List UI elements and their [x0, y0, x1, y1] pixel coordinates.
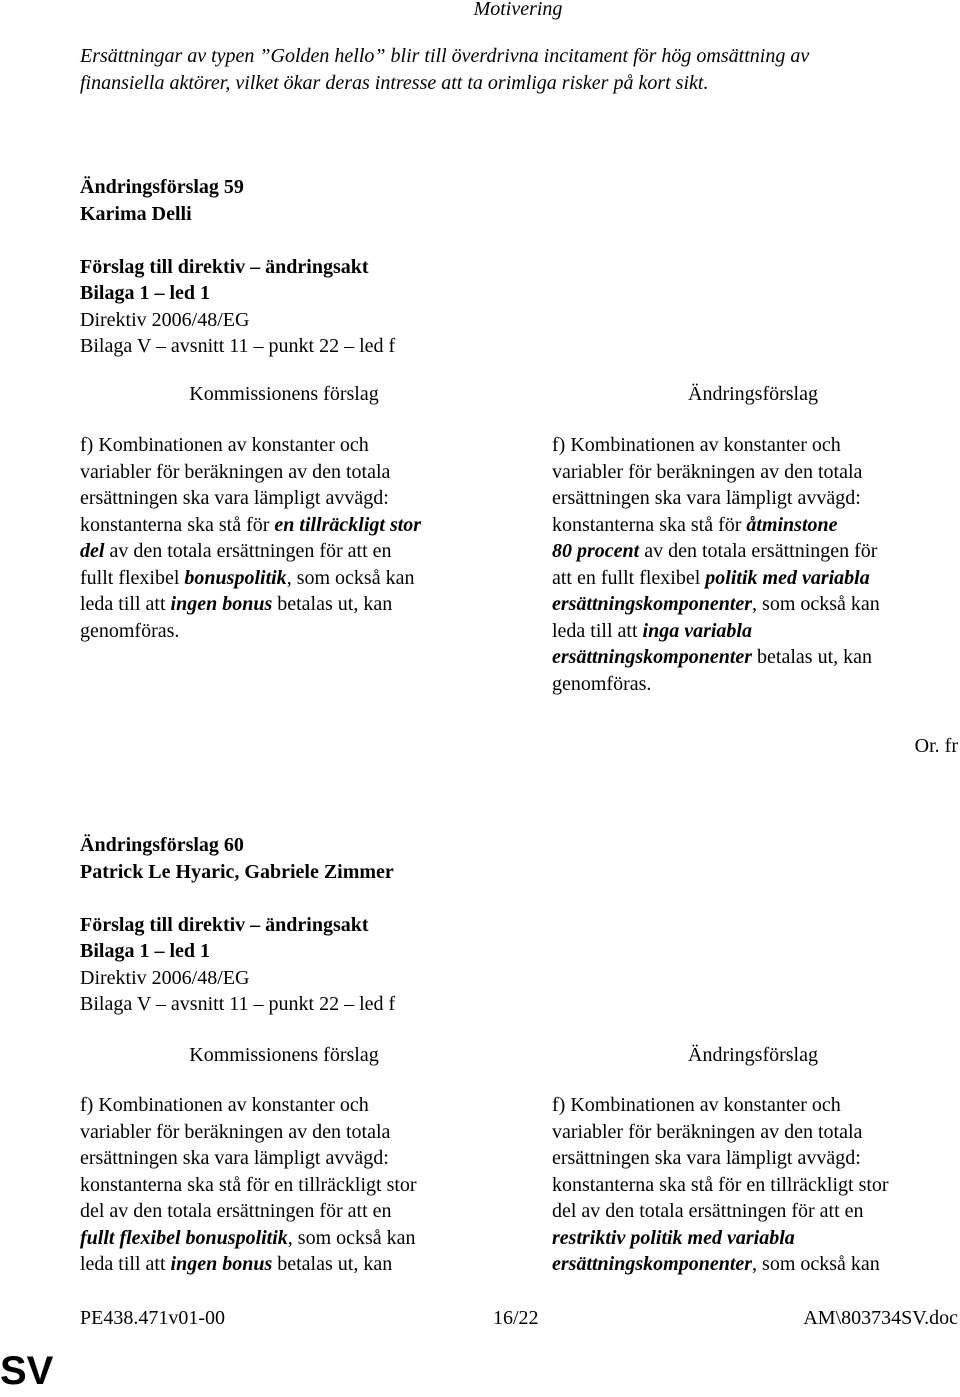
text-line: ersättningskomponenter, som också kan: [552, 1253, 880, 1275]
text-line: ersättningen ska vara lämpligt avvägd:: [552, 1147, 861, 1169]
text-line: genomföras.: [80, 619, 180, 642]
motivation-text: [80, 43, 960, 96]
amendment-number: Ändringsförslag 60: [80, 834, 244, 856]
footer-page-number: 16/22: [493, 1307, 539, 1329]
proposal-title: Förslag till direktiv – ändringsakt: [80, 255, 369, 278]
directive-ref: Direktiv 2006/48/EG: [80, 308, 250, 331]
column-header-commission: Kommissionens förslag: [189, 383, 379, 405]
text-line: att en fullt flexibel politik med variabla: [552, 566, 870, 589]
language-code: SV: [0, 1349, 54, 1393]
original-language: Or. fr: [914, 735, 958, 757]
text-line: ersättningskomponenter, som också kan: [552, 593, 880, 615]
text-line: ersättningen ska vara lämpligt avvägd:: [80, 1147, 389, 1169]
amendment-59-header: [80, 174, 395, 360]
commission-text-59: [80, 432, 421, 644]
amendment-text-59: [552, 432, 880, 697]
column-header-commission: Kommissionens förslag: [189, 1044, 379, 1066]
text-line: leda till att inga variabla: [552, 619, 752, 642]
text-line: konstanterna ska stå för åtminstone: [552, 513, 838, 536]
text-line: leda till att ingen bonus betalas ut, kan: [80, 593, 393, 615]
amendment-text-60: [552, 1092, 889, 1278]
column-header-amendment: Ändringsförslag: [688, 1044, 818, 1066]
text-line: leda till att ingen bonus betalas ut, kan: [80, 1253, 393, 1275]
text-line: konstanterna ska stå för en tillräckligt stor: [80, 513, 422, 536]
text-line: f) Kombinationen av konstanter och: [552, 1094, 841, 1116]
text-line: f) Kombinationen av konstanter och: [552, 434, 841, 456]
text-line: 80 procent av den totala ersättningen för: [552, 540, 878, 562]
footer-doc-ref: PE438.471v01-00: [80, 1307, 225, 1329]
text-line: konstanterna ska stå för en tillräckligt stor: [552, 1173, 889, 1196]
text-line: f) Kombinationen av konstanter och: [80, 434, 369, 456]
text-line: ersättningen ska vara lämpligt avvägd:: [552, 487, 861, 509]
annex-ref: Bilaga 1 – led 1: [80, 282, 211, 304]
section-ref: Bilaga V – avsnitt 11 – punkt 22 – led f: [80, 993, 396, 1015]
amendment-60-header: [80, 832, 395, 1018]
amendment-author: Patrick Le Hyaric, Gabriele Zimmer: [80, 860, 394, 883]
text-line: del av den totala ersättningen för att en: [80, 1200, 392, 1222]
text-line: variabler för beräkningen av den totala: [552, 460, 863, 483]
directive-ref: Direktiv 2006/48/EG: [80, 966, 250, 989]
column-header-amendment: Ändringsförslag: [688, 383, 818, 405]
text-line: ersättningen ska vara lämpligt avvägd:: [80, 487, 389, 509]
footer-file-name: AM\803734SV.doc: [803, 1307, 958, 1329]
annex-ref: Bilaga 1 – led 1: [80, 940, 211, 962]
text-line: del av den totala ersättningen för att en: [80, 540, 392, 562]
text-line: variabler för beräkningen av den totala: [80, 1120, 391, 1143]
section-ref: Bilaga V – avsnitt 11 – punkt 22 – led f: [80, 335, 396, 357]
motivation-line: finansiella aktörer, vilket ökar deras intresse att ta orimliga risker på kort sikt.: [80, 71, 709, 94]
text-line: fullt flexibel bonuspolitik, som också kan: [80, 1226, 416, 1249]
motivation-line: Ersättningar av typen ”Golden hello” blir till överdrivna incitament för hög omsättning av: [80, 45, 810, 67]
text-line: fullt flexibel bonuspolitik, som också kan: [80, 566, 415, 589]
text-line: ersättningskomponenter betalas ut, kan: [552, 646, 873, 668]
text-line: f) Kombinationen av konstanter och: [80, 1094, 369, 1116]
amendment-author: Karima Delli: [80, 202, 192, 225]
text-line: konstanterna ska stå för en tillräckligt stor: [80, 1173, 417, 1196]
text-line: restriktiv politik med variabla: [552, 1226, 795, 1249]
text-line: del av den totala ersättningen för att en: [552, 1200, 864, 1222]
text-line: variabler för beräkningen av den totala: [80, 460, 391, 483]
text-line: genomföras.: [552, 672, 652, 695]
text-line: variabler för beräkningen av den totala: [552, 1120, 863, 1143]
motivation-heading: Motivering: [473, 0, 563, 20]
proposal-title: Förslag till direktiv – ändringsakt: [80, 913, 369, 936]
commission-text-60: [80, 1092, 417, 1278]
amendment-number: Ändringsförslag 59: [80, 176, 244, 198]
